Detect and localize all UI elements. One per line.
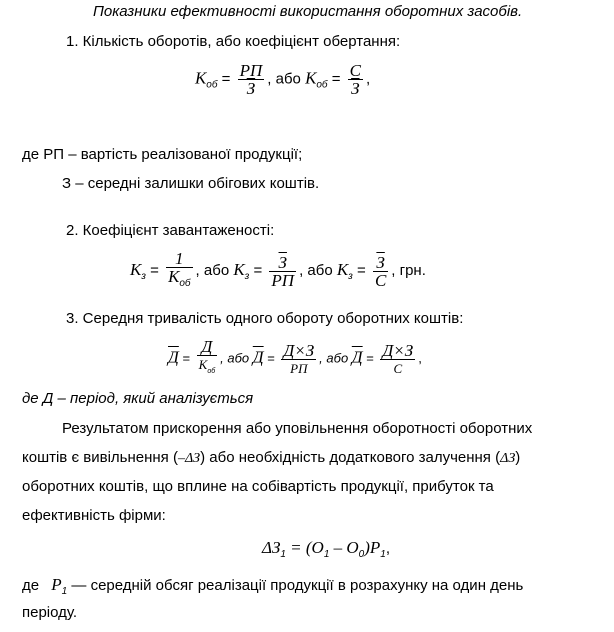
formula-2-eq-2: = [253, 261, 263, 279]
formula-2-num-3: З [373, 254, 388, 272]
formula-2-frac-1 [166, 250, 192, 292]
formula-2-sep-2: , або [299, 261, 333, 279]
formula-3 [168, 338, 422, 380]
formula-2-lhs: К [130, 259, 142, 279]
final-note-line-1 [22, 575, 523, 597]
formula-final-end: , [385, 540, 390, 557]
formula-1-lhs-2-sub: об [316, 79, 328, 91]
final-note-symbol: Р [51, 575, 62, 594]
formula-2-lhs-3: К [336, 259, 349, 279]
final-note-text-1: — середній обсяг реалізації продукції в розрахунку на один день [71, 577, 524, 594]
page-title: Показники ефективності використання оборотних засобів. [93, 3, 523, 20]
formula-3-end: , [418, 350, 422, 366]
formula-3-den-2: РП [290, 360, 308, 376]
formula-final-lhs: ΔЗ [262, 538, 281, 557]
formula-1-lhs: К [195, 68, 207, 88]
formula-3-lhs-3: Д [351, 347, 363, 367]
formula-1 [195, 62, 370, 97]
where-d: де Д – період, який аналізується [22, 390, 254, 407]
formula-1-end: , [366, 70, 371, 88]
formula-3-frac-2 [281, 342, 316, 377]
formula-2-sep-1: , або [195, 261, 230, 279]
formula-2-frac-2 [269, 254, 296, 289]
formula-1-lhs-sub: об [206, 79, 218, 91]
where-rp: де РП – вартість реалізованої продукції; [22, 146, 303, 163]
formula-final-o0-sub: 0 [358, 549, 365, 560]
formula-3-eq-3: = [366, 350, 374, 366]
formula-3-den-3: С [393, 360, 403, 376]
formula-3-den-1-sub: об [207, 368, 216, 375]
paragraph-symbol-2: ΔЗ [500, 451, 516, 466]
formula-1-eq: = [221, 70, 231, 88]
formula-3-num-2: Д×З [283, 340, 315, 360]
paragraph-line-2 [22, 449, 520, 467]
formula-final-lhs-sub: 1 [280, 549, 286, 560]
formula-final-o1-sub: 1 [323, 549, 330, 560]
paragraph-line-2a: коштів є вивільнення ( [22, 449, 178, 466]
formula-final-minus: – О [329, 538, 359, 557]
formula-2-frac-3 [373, 254, 388, 289]
formula-1-den-1: З [246, 79, 256, 98]
formula-2-den-1-sub: об [179, 278, 191, 289]
formula-1-lhs-2: К [305, 68, 317, 88]
formula-2 [130, 250, 426, 292]
formula-3-eq-2: = [267, 350, 275, 366]
formula-3-num-1: Д [197, 338, 217, 356]
formula-final [262, 538, 390, 560]
formula-final-close: )Р [364, 538, 381, 557]
formula-1-eq-2: = [331, 70, 341, 88]
formula-2-lhs-2-sub: з [244, 270, 250, 282]
formula-2-num-2: З [269, 254, 296, 272]
formula-2-den-3: С [374, 270, 387, 290]
formula-final-rhs: = (О [290, 538, 324, 557]
formula-1-sep: , або [267, 70, 301, 88]
formula-2-den-2: РП [271, 270, 295, 290]
paragraph-line-3: оборотних коштів, що вплине на собівартість продукції, прибуток та [22, 478, 494, 495]
formula-2-num-1: 1 [166, 250, 192, 268]
formula-1-num-2: С [349, 61, 361, 80]
formula-2-end: , грн. [391, 261, 426, 279]
final-note-prefix: де [22, 577, 40, 594]
formula-3-den-1: К [198, 357, 208, 372]
formula-2-lhs-2: К [233, 259, 245, 279]
formula-3-lhs: Д [168, 347, 179, 367]
paragraph-line-2b: ) або необхідність додаткового залучення ( [200, 449, 501, 466]
formula-3-frac-3 [380, 342, 415, 377]
formula-1-den-2: З [351, 79, 360, 98]
paragraph-line-1: Результатом прискорення або уповільнення оборотності оборотних [62, 420, 533, 437]
formula-3-sep-1: , або [220, 350, 250, 366]
formula-2-den-1-wrap [166, 268, 192, 292]
formula-2-lhs-sub: з [141, 270, 146, 282]
paragraph-line-2c: ) [515, 449, 521, 466]
formula-3-frac-1 [197, 338, 217, 380]
formula-3-lhs-2: Д [252, 347, 264, 367]
formula-3-num-3: Д×З [382, 340, 414, 360]
final-note-line-2: періоду. [22, 604, 78, 621]
formula-2-den-1: К [168, 267, 180, 286]
paragraph-line-4: ефективність фірми: [22, 507, 166, 524]
formula-3-eq: = [182, 350, 191, 366]
final-note-symbol-sub: 1 [61, 586, 68, 597]
item-1-heading: 1. Кількість оборотів, або коефіцієнт обертання: [66, 33, 401, 50]
formula-1-frac-1 [238, 62, 265, 97]
item-2-heading: 2. Коефіцієнт завантаженості: [66, 222, 275, 239]
formula-1-frac-2 [348, 62, 363, 97]
formula-2-eq: = [150, 261, 159, 279]
formula-2-eq-3: = [357, 261, 366, 279]
formula-1-num-1: РП [239, 61, 263, 80]
where-z: З – середні залишки обігових коштів. [62, 175, 320, 192]
formula-2-lhs-3-sub: з [348, 270, 353, 282]
formula-final-p-sub: 1 [380, 549, 386, 560]
formula-3-sep-2: , або [319, 350, 349, 366]
paragraph-symbol-1: –ΔЗ [177, 451, 201, 466]
item-3-heading: 3. Середня тривалість одного обороту оборотних коштів: [66, 310, 464, 327]
formula-3-den-1-wrap [197, 356, 217, 380]
